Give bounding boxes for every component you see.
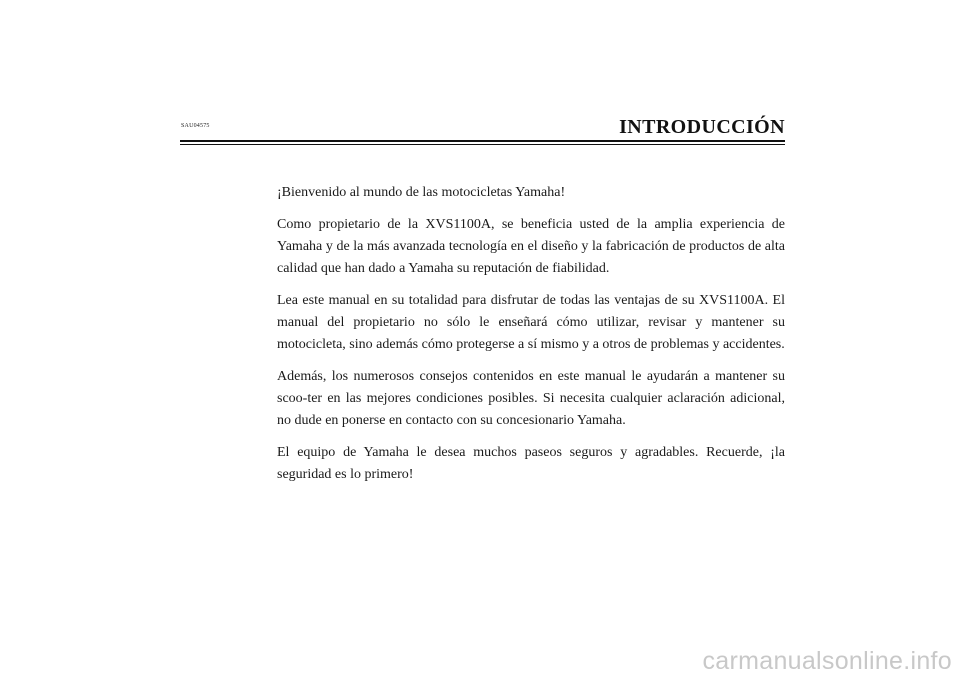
paragraph-read-manual: Lea este manual en su totalidad para disfrutar de todas las ventajas de su XVS1100A. El manual del propietario no sólo le enseñará cómo utilizar, revisar y mantener su motocicleta, sino además cómo protegerse a sí mismo y a otros de problemas y accidentes.	[277, 293, 785, 352]
paragraph-advice: Además, los numerosos consejos contenidos en este manual le ayudarán a mantener su scoo-ter en las mejores condiciones posibles. Si necesita cualquier aclaración adicional, no dude en ponerse en contacto con su concesionario Yamaha.	[277, 369, 785, 428]
section-title: INTRODUCCIÓN	[619, 116, 785, 138]
body-content	[277, 182, 785, 496]
code-label: SAU04575	[181, 123, 210, 129]
header-rule-thin	[180, 144, 785, 145]
paragraph-safety: El equipo de Yamaha le desea muchos paseos seguros y agradables. Recuerde, ¡la seguridad es lo primero!	[277, 445, 785, 482]
header-rule-thick	[180, 140, 785, 142]
paragraph-ownership: Como propietario de la XVS1100A, se beneficia usted de la amplia experiencia de Yamaha y de la más avanzada tecnología en el diseño y la fabricación de productos de alta calidad que han dado a Yamaha su reputación de fiabilidad.	[277, 217, 785, 276]
watermark: carmanualsonline.info	[702, 647, 952, 675]
paragraph-welcome: ¡Bienvenido al mundo de las motocicletas Yamaha!	[277, 185, 566, 200]
